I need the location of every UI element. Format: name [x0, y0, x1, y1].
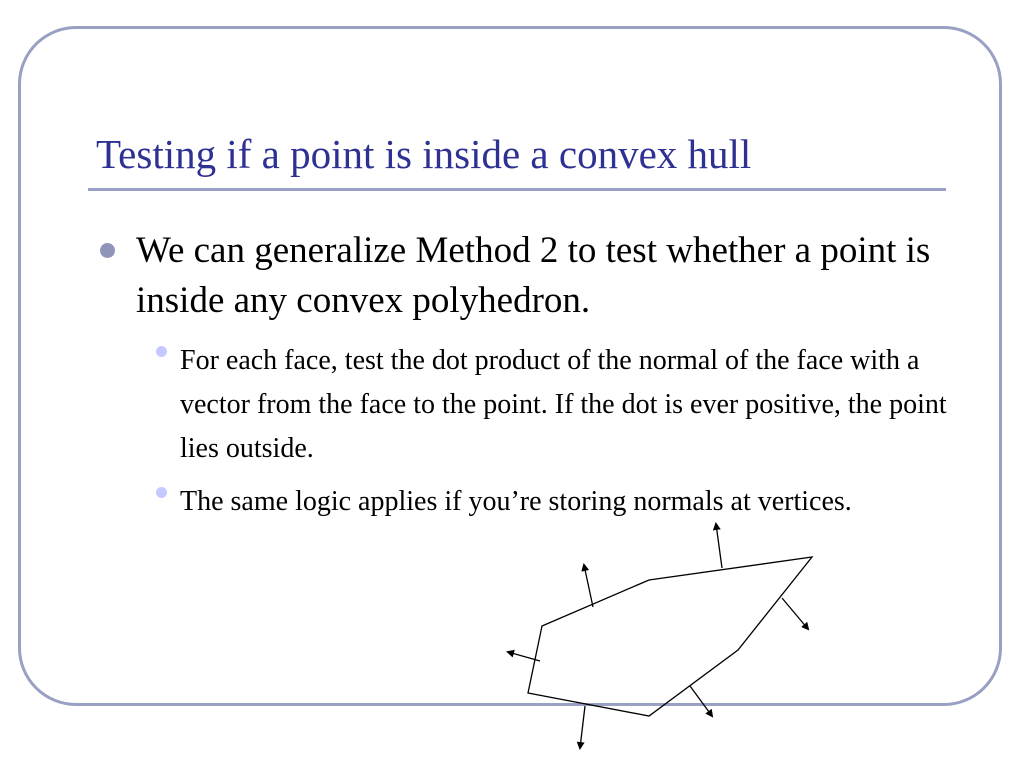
- normal-arrow: [580, 706, 585, 748]
- normal-arrow: [690, 686, 712, 716]
- convex-polygon-diagram: [500, 515, 830, 755]
- normal-arrow: [584, 565, 593, 607]
- slide-title: Testing if a point is inside a convex hull: [96, 131, 752, 177]
- polygon-outline: [528, 557, 812, 716]
- normal-arrow: [782, 598, 808, 629]
- bullet-text: We can generalize Method 2 to test whether a point is inside any convex polyhedron.: [136, 230, 931, 321]
- sub-bullet-dot-icon: [156, 487, 167, 498]
- normal-arrow: [716, 524, 722, 568]
- sub-bullet-dot-icon: [156, 346, 167, 357]
- title-underline: [88, 188, 946, 191]
- bullet-dot-icon: [100, 243, 115, 258]
- sub-bullet-text-2: The same logic applies if you’re storing normals at vertices.: [180, 486, 852, 517]
- sub-bullet-text-1: For each face, test the dot product of the normal of the face with a vector from the face to the point. If the dot is ever positive, the point lies outside.: [180, 345, 947, 464]
